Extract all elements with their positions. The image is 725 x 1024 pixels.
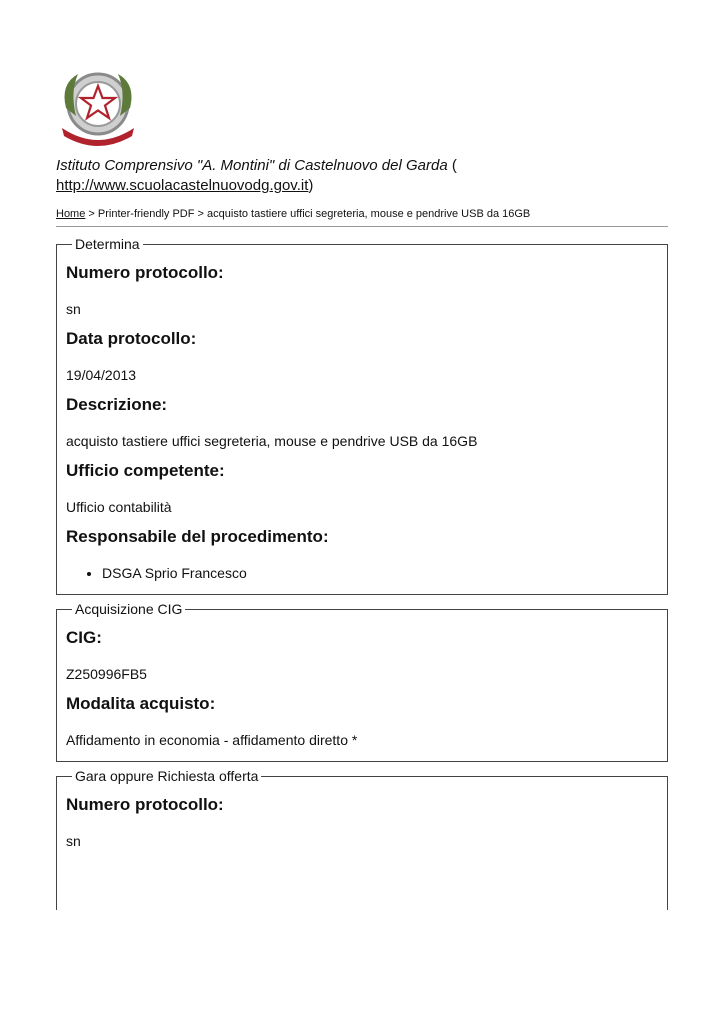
institute-url-link[interactable]: http://www.scuolacastelnuovodg.gov.it [56, 177, 309, 194]
field-label: Ufficio competente: [66, 461, 225, 480]
field-value: Z250996FB5 [66, 666, 147, 682]
close-paren: ) [308, 177, 314, 194]
field-label: Numero protocollo: [66, 795, 224, 814]
field-value: 19/04/2013 [66, 367, 137, 383]
field-label: Numero protocollo: [66, 263, 224, 282]
section-acquisizione-cig [56, 601, 668, 762]
institute-header [56, 156, 668, 196]
breadcrumb-item-current: acquisto tastiere uffici segreteria, mouse e pendrive USB da 16GB [207, 208, 531, 220]
section-legend: Acquisizione CIG [75, 601, 183, 617]
document-page [56, 64, 668, 910]
field-label: Modalita acquisto: [66, 694, 216, 713]
field-value: Affidamento in economia - affidamento diretto * [66, 732, 358, 748]
emblem-of-italy-icon [56, 64, 140, 152]
list-item: • DSGA Sprio Francesco [102, 564, 659, 582]
breadcrumb [56, 208, 668, 227]
field-label: CIG: [66, 628, 102, 647]
field-value: acquisto tastiere uffici segreteria, mouse e pendrive USB da 16GB [66, 433, 478, 449]
field-label: Data protocollo: [66, 329, 197, 348]
section-legend: Gara oppure Richiesta offerta [75, 768, 259, 784]
page-bottom-margin [0, 916, 725, 1024]
institute-name: Istituto Comprensivo "A. Montini" di Castelnuovo del Garda [56, 157, 448, 174]
section-legend: Determina [75, 236, 140, 252]
field-value: sn [66, 301, 81, 317]
field-value: Ufficio contabilità [66, 499, 172, 515]
section-determina [56, 236, 668, 595]
open-paren: ( [447, 157, 457, 174]
field-label: Responsabile del procedimento: [66, 527, 329, 546]
responsible-list [66, 564, 659, 582]
field-value: sn [66, 833, 81, 849]
section-gara-richiesta-offerta [56, 768, 668, 910]
breadcrumb-separator: > [85, 208, 98, 220]
breadcrumb-item-printer-friendly: Printer-friendly PDF [97, 208, 195, 220]
field-label: Descrizione: [66, 395, 168, 414]
breadcrumb-separator: > [194, 208, 208, 220]
breadcrumb-home-link[interactable]: Home [56, 208, 86, 220]
